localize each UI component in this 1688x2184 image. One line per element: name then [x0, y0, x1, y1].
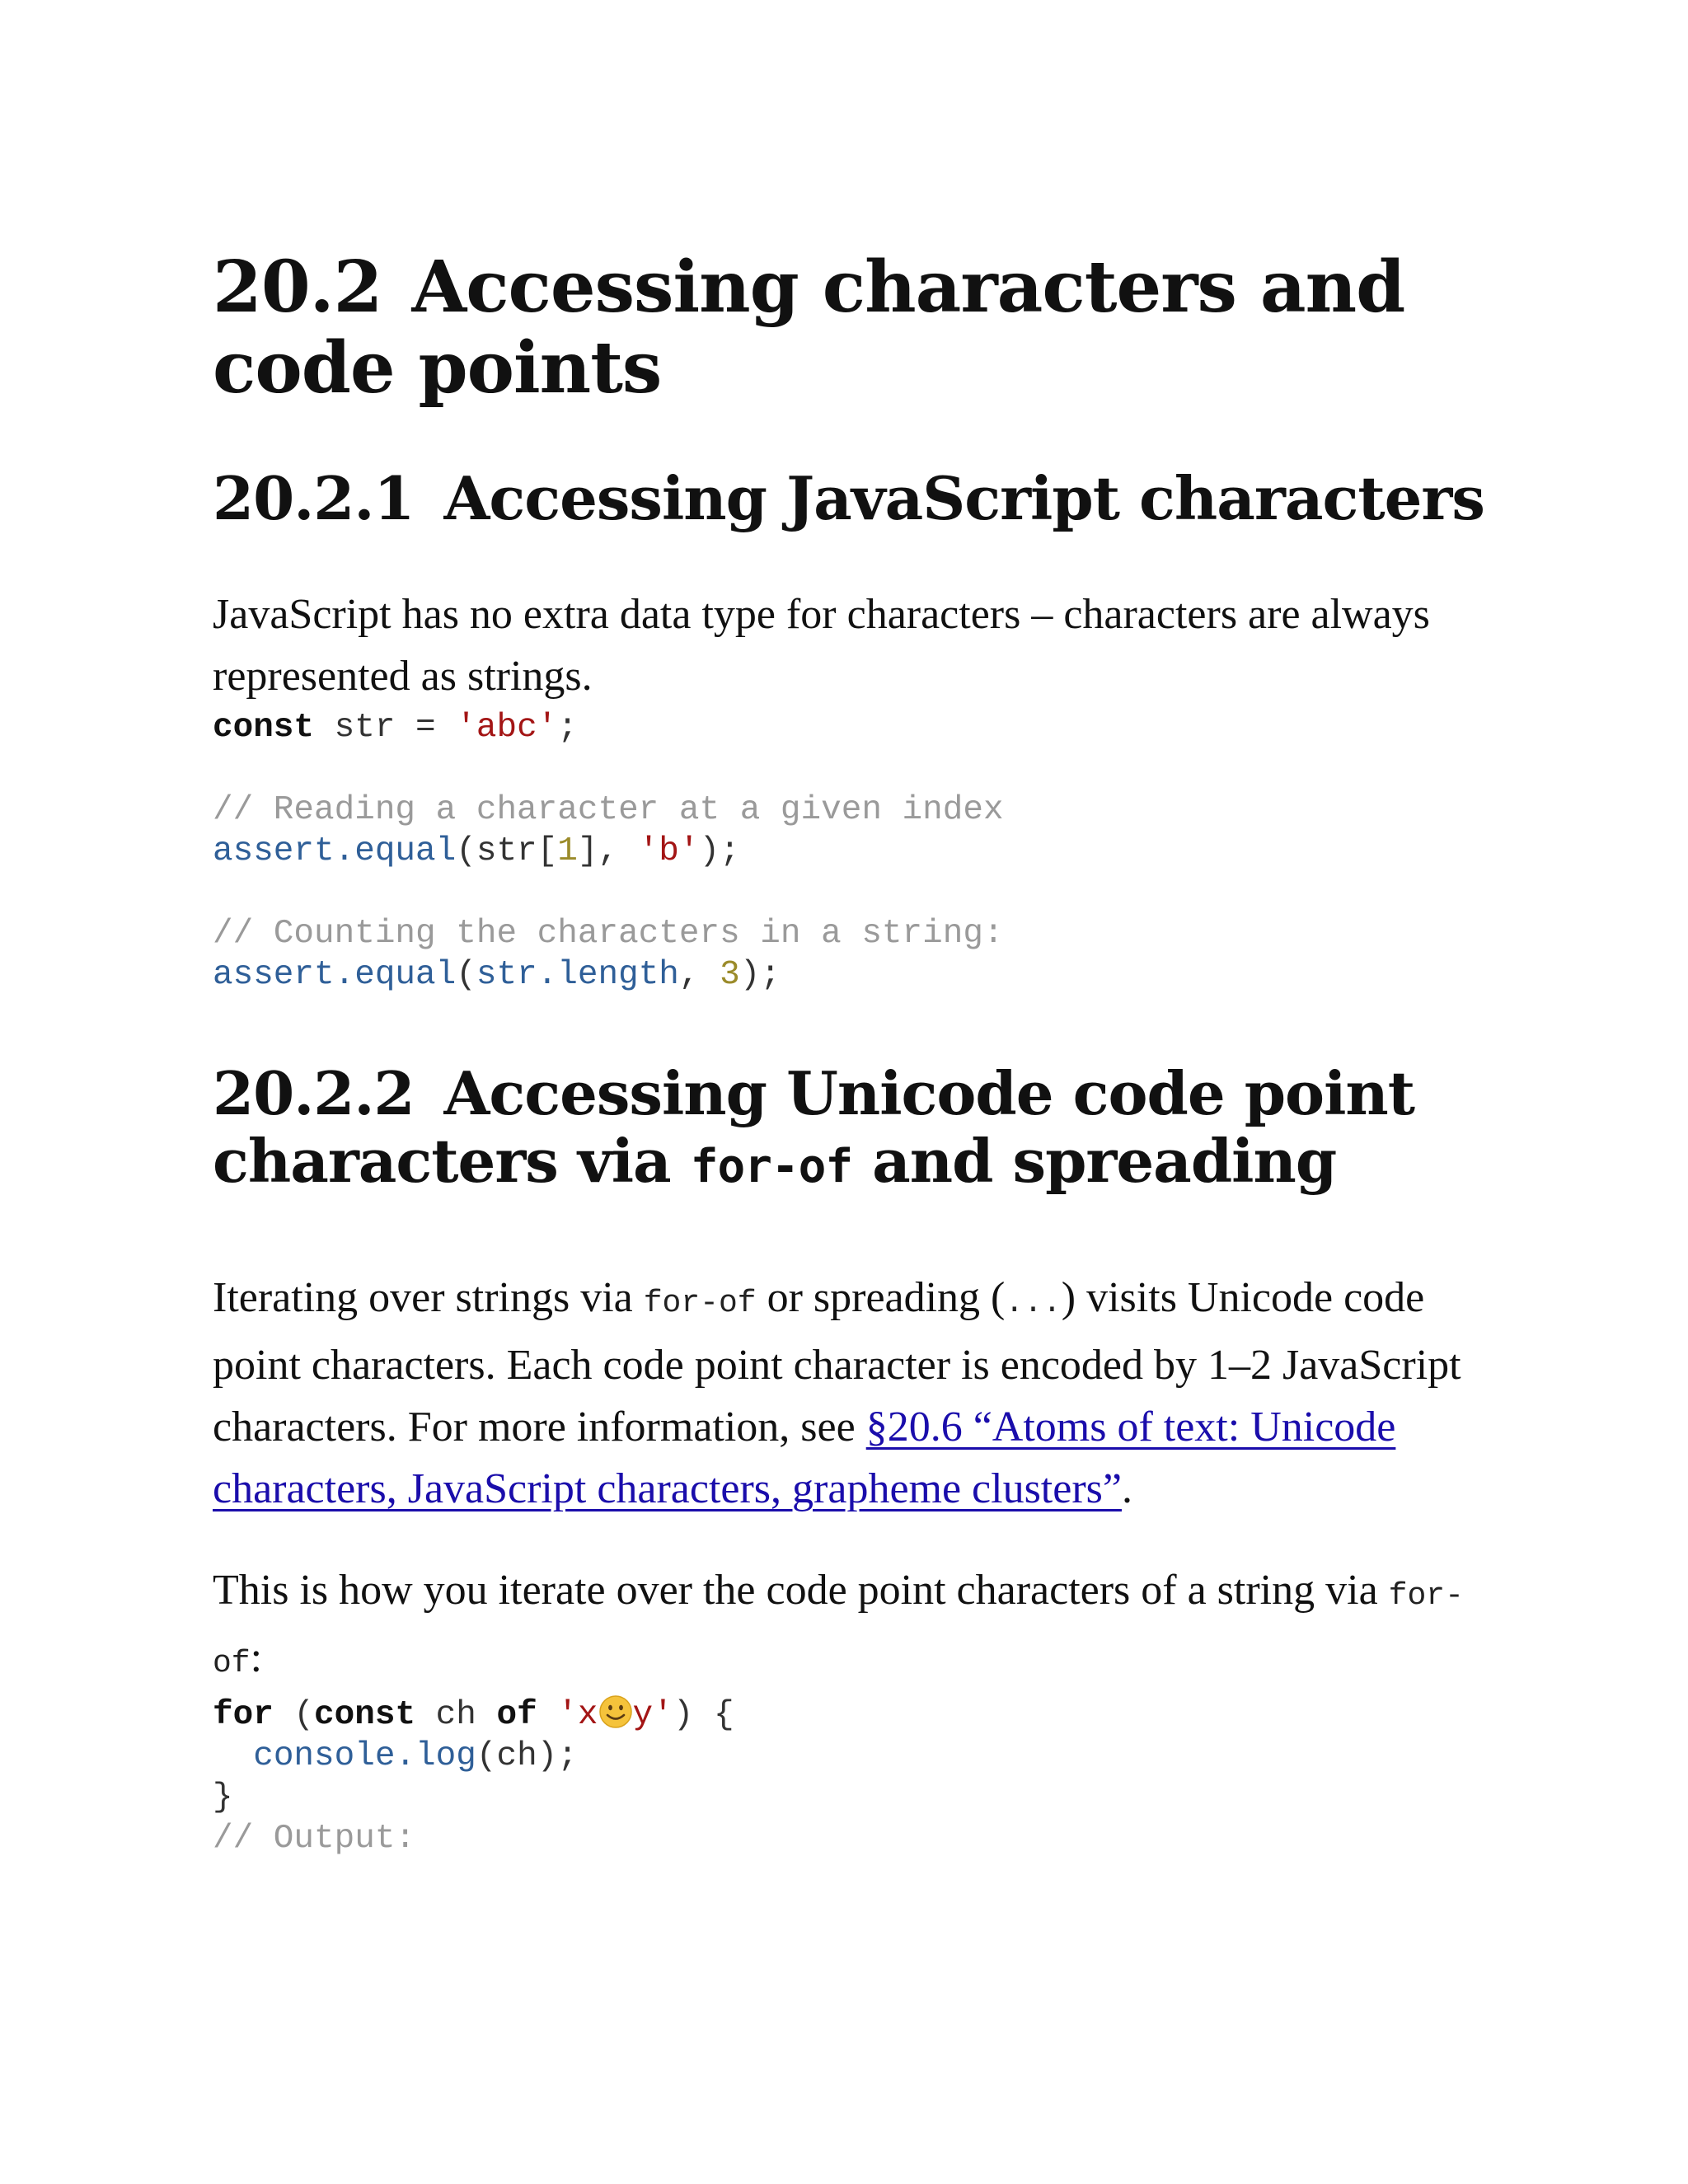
- section-number: 20.2: [213, 246, 382, 329]
- paragraph-characters: JavaScript has no extra data type for characters – characters are always represented as strings.: [213, 591, 1430, 700]
- paragraph-for-of: This is how you iterate over the code point characters of a string via for-of:: [213, 1567, 1464, 1681]
- document-page: [213, 247, 1498, 1859]
- code-block-2: [213, 1694, 1498, 1859]
- smiling-face-emoji-icon: [598, 1694, 633, 1729]
- code-line: console.log(ch);: [253, 1737, 578, 1775]
- code-block-1: [213, 707, 1498, 996]
- code-comment: // Output:: [213, 1820, 416, 1858]
- subsection-title-part: and spreading: [852, 1126, 1337, 1196]
- subsection-title: Accessing JavaScript characters: [443, 463, 1484, 533]
- atoms-of-text-link[interactable]: §20.6 “Atoms of text: Unicode characters, JavaScript characters, grapheme clusters”: [213, 1404, 1396, 1512]
- paragraph-iterating: Iterating over strings via for-of or spreading (...) visits Unicode code point characters. Each code point character is encoded by 1–2 JavaScript characters. For more information, see §20.6 “Atoms of text: Unicode characters, JavaScript characters, grapheme clusters”.: [213, 1274, 1461, 1512]
- section-title: Accessing characters and code points: [213, 246, 1405, 410]
- subsection-number: 20.2.1: [213, 463, 415, 533]
- code-line: assert.equal(str[1], 'b');: [213, 832, 740, 870]
- subsection-heading-2: [213, 1060, 1498, 1201]
- code-line: const str = 'abc';: [213, 709, 578, 747]
- code-line: }: [213, 1779, 233, 1816]
- subsection-heading-1: [213, 465, 1498, 532]
- page-title: [213, 247, 1498, 409]
- subsection-title-part: Accessing Unicode code point characters via: [213, 1058, 1415, 1196]
- subsection-number: 20.2.2: [213, 1058, 415, 1128]
- code-comment: // Counting the characters in a string:: [213, 915, 1004, 953]
- code-comment: // Reading a character at a given index: [213, 791, 1004, 829]
- subsection-title-code: for-of: [690, 1140, 853, 1193]
- inline-code: for-of: [643, 1286, 757, 1321]
- code-line: for (const ch of 'x y') {: [213, 1696, 734, 1734]
- inline-code: ...: [1005, 1286, 1062, 1321]
- code-line: assert.equal(str.length, 3);: [213, 956, 781, 994]
- inline-code: for-of: [213, 1578, 1464, 1681]
